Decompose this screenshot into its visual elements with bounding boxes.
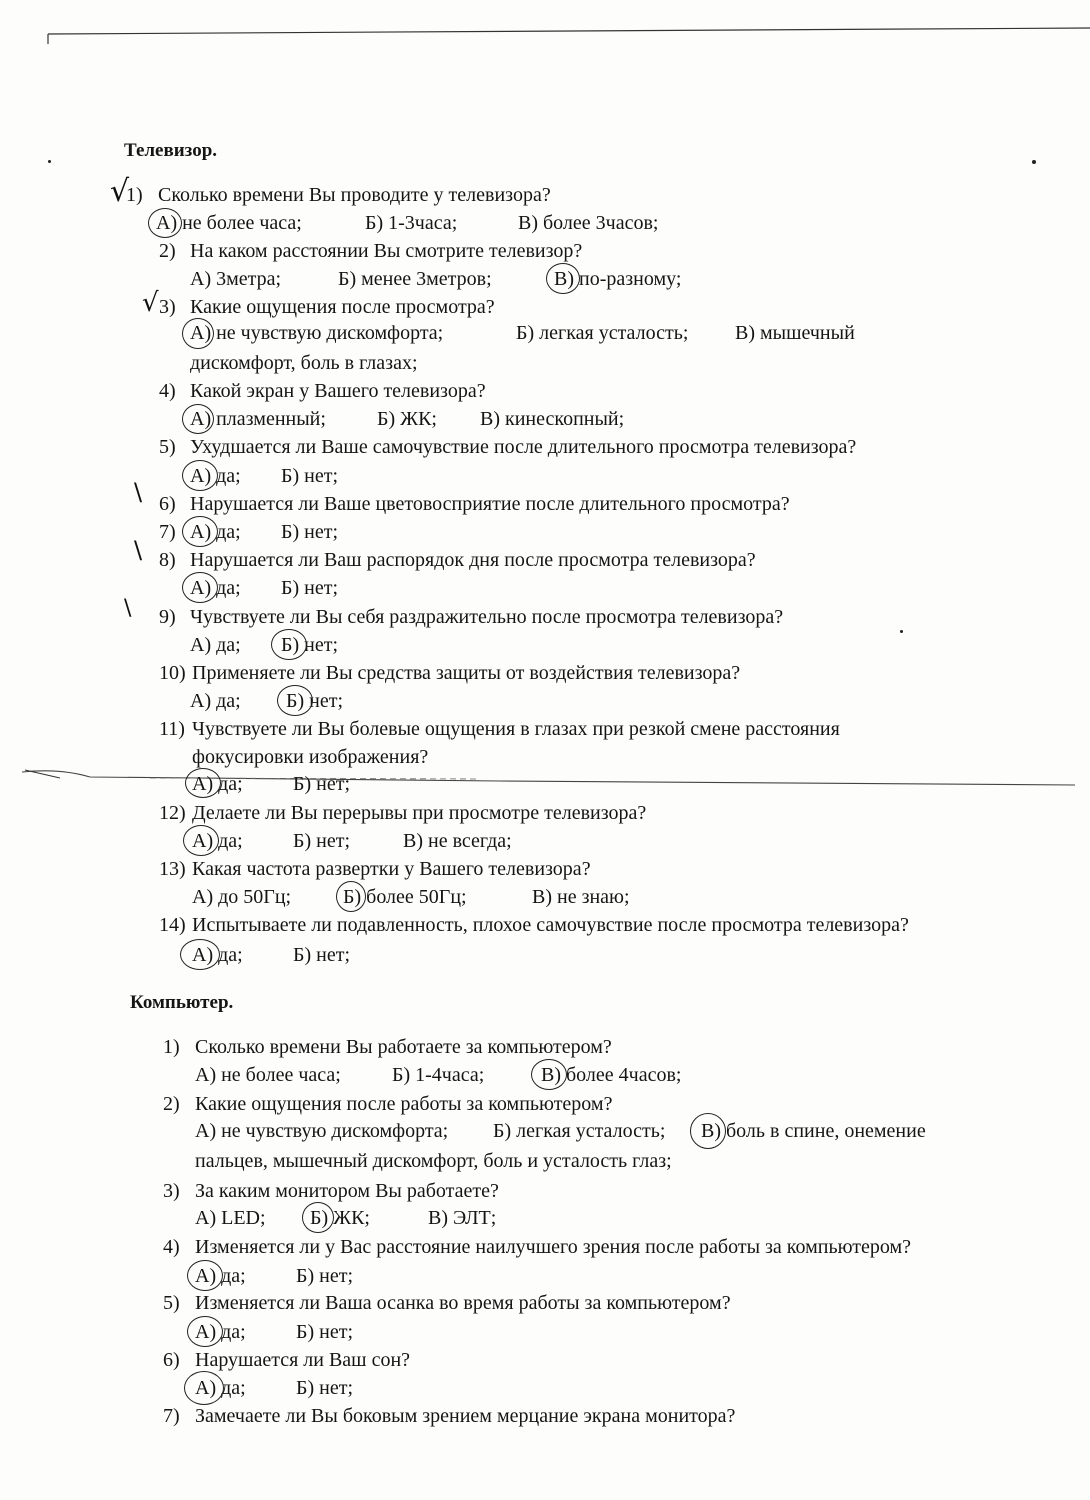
handwritten-tick: \	[134, 536, 143, 564]
option-c-continuation: пальцев, мышечный дискомфорт, боль и усталость глаз;	[195, 1150, 672, 1172]
handwritten-checkmark: √	[142, 288, 159, 318]
handwritten-tick: \	[124, 596, 132, 621]
option-b[interactable]: Б) нет;	[281, 577, 339, 599]
question-text: Какой экран у Вашего телевизора?	[190, 380, 486, 402]
question-number: 6)	[159, 493, 176, 515]
option-b[interactable]: Б) нет;	[281, 634, 339, 656]
speck	[48, 160, 51, 163]
question-number: 5)	[159, 436, 176, 458]
option-b[interactable]: Б) нет;	[286, 690, 344, 712]
question-text: За каким монитором Вы работаете?	[195, 1180, 499, 1202]
option-b[interactable]: Б) менее 3метров;	[338, 268, 492, 290]
option-c-continuation: дискомфорт, боль в глазах;	[190, 352, 418, 374]
option-a[interactable]: А) до 50Гц;	[192, 886, 292, 908]
question-text: Сколько времени Вы работаете за компьютером?	[195, 1036, 612, 1058]
question-text: Чувствуете ли Вы себя раздражительно после просмотра телевизора?	[190, 606, 784, 628]
question-number: 8)	[159, 549, 176, 571]
speck	[1032, 160, 1036, 164]
question-text: Нарушается ли Ваше цветовосприятие после длительного просмотра?	[190, 493, 790, 515]
section-heading-computer: Компьютер.	[130, 992, 234, 1013]
handwritten-checkmark: √	[110, 174, 130, 209]
question-number: 2)	[163, 1093, 180, 1115]
question-number: 2)	[159, 240, 176, 262]
option-b[interactable]: Б) ЖК;	[310, 1207, 370, 1229]
question-text: Нарушается ли Ваш распорядок дня после просмотра телевизора?	[190, 549, 756, 571]
option-b[interactable]: Б) 1-4часа;	[392, 1064, 485, 1086]
question-number: 7)	[163, 1405, 180, 1427]
option-b[interactable]: Б) более 50Гц;	[343, 886, 467, 908]
option-c[interactable]: В) кинескопный;	[480, 408, 625, 430]
option-c[interactable]: В) по-разному;	[554, 268, 682, 290]
question-number: 7)	[159, 521, 176, 543]
option-b[interactable]: Б) нет;	[293, 830, 351, 852]
option-a[interactable]: А) да;	[195, 1377, 246, 1399]
question-text-continuation: фокусировки изображения?	[192, 746, 429, 768]
question-text: Делаете ли Вы перерывы при просмотре телевизора?	[192, 802, 647, 824]
option-b[interactable]: Б) нет;	[296, 1321, 354, 1343]
option-a[interactable]: А) да;	[192, 944, 243, 966]
option-a[interactable]: А) 3метра;	[190, 268, 282, 290]
question-number: 11)	[159, 718, 185, 740]
option-a[interactable]: А) не чувствую дискомфорта;	[190, 322, 444, 344]
question-number: 4)	[159, 380, 176, 402]
option-c[interactable]: В) боль в спине, онемение	[701, 1120, 926, 1142]
option-c[interactable]: В) более 4часов;	[541, 1064, 682, 1086]
section-heading-tv: Телевизор.	[124, 140, 218, 161]
option-a[interactable]: А) да;	[190, 634, 241, 656]
question-text: Изменяется ли Ваша осанка во время работы за компьютером?	[195, 1292, 731, 1314]
option-c[interactable]: В) мышечный	[735, 322, 855, 344]
option-a[interactable]: А) не чувствую дискомфорта;	[195, 1120, 449, 1142]
option-b[interactable]: Б) нет;	[281, 521, 339, 543]
option-a[interactable]: А) да;	[192, 773, 243, 795]
option-b[interactable]: Б) легкая усталость;	[493, 1120, 666, 1142]
option-c[interactable]: В) ЭЛТ;	[428, 1207, 497, 1229]
option-b[interactable]: Б) легкая усталость;	[516, 322, 689, 344]
option-b[interactable]: Б) нет;	[293, 773, 351, 795]
option-b[interactable]: Б) ЖК;	[377, 408, 437, 430]
option-a[interactable]: А) да;	[190, 690, 241, 712]
question-text: Какие ощущения после просмотра?	[190, 296, 495, 318]
option-b[interactable]: Б) 1-3часа;	[365, 212, 458, 234]
option-c[interactable]: В) более 3часов;	[518, 212, 659, 234]
question-number: 10)	[159, 662, 186, 684]
option-a[interactable]: А) не более часа;	[195, 1064, 341, 1086]
question-text: Какая частота развертки у Вашего телевизора?	[192, 858, 591, 880]
question-number: 5)	[163, 1292, 180, 1314]
option-b[interactable]: Б) нет;	[293, 944, 351, 966]
question-number: 1)	[126, 184, 143, 206]
question-text: Замечаете ли Вы боковым зрением мерцание экрана монитора?	[195, 1405, 736, 1427]
question-number: 3)	[159, 296, 176, 318]
question-text: Изменяется ли у Вас расстояние наилучшего зрения после работы за компьютером?	[195, 1236, 912, 1258]
option-a[interactable]: А) да;	[190, 577, 241, 599]
option-b[interactable]: Б) нет;	[296, 1377, 354, 1399]
option-a[interactable]: А) не более часа;	[156, 212, 302, 234]
option-a[interactable]: А) да;	[190, 465, 241, 487]
option-c[interactable]: В) не всегда;	[403, 830, 512, 852]
speck	[900, 630, 903, 633]
option-a[interactable]: А) да;	[190, 521, 241, 543]
handwritten-tick: \	[134, 478, 143, 506]
question-text: Ухудшается ли Ваше самочувствие после длительного просмотра телевизора?	[190, 436, 857, 458]
question-number: 14)	[159, 914, 186, 936]
question-text: Испытываете ли подавленность, плохое самочувствие после просмотра телевизора?	[192, 914, 909, 936]
question-text: Применяете ли Вы средства защиты от воздействия телевизора?	[192, 662, 741, 684]
question-text: Чувствуете ли Вы болевые ощущения в глазах при резкой смене расстояния	[192, 718, 840, 740]
question-number: 13)	[159, 858, 186, 880]
question-number: 6)	[163, 1349, 180, 1371]
option-a[interactable]: А) плазменный;	[190, 408, 326, 430]
question-number: 3)	[163, 1180, 180, 1202]
question-number: 4)	[163, 1236, 180, 1258]
question-text: На каком расстоянии Вы смотрите телевизор?	[190, 240, 583, 262]
question-number: 1)	[163, 1036, 180, 1058]
question-number: 12)	[159, 802, 186, 824]
question-text: Сколько времени Вы проводите у телевизора?	[158, 184, 551, 206]
question-text: Нарушается ли Ваш сон?	[195, 1349, 411, 1371]
question-text: Какие ощущения после работы за компьютером?	[195, 1093, 613, 1115]
option-a[interactable]: А) да;	[195, 1265, 246, 1287]
option-c[interactable]: В) не знаю;	[532, 886, 630, 908]
option-b[interactable]: Б) нет;	[281, 465, 339, 487]
option-a[interactable]: А) да;	[195, 1321, 246, 1343]
option-a[interactable]: А) да;	[192, 830, 243, 852]
question-number: 9)	[159, 606, 176, 628]
option-b[interactable]: Б) нет;	[296, 1265, 354, 1287]
option-a[interactable]: А) LED;	[195, 1207, 266, 1229]
